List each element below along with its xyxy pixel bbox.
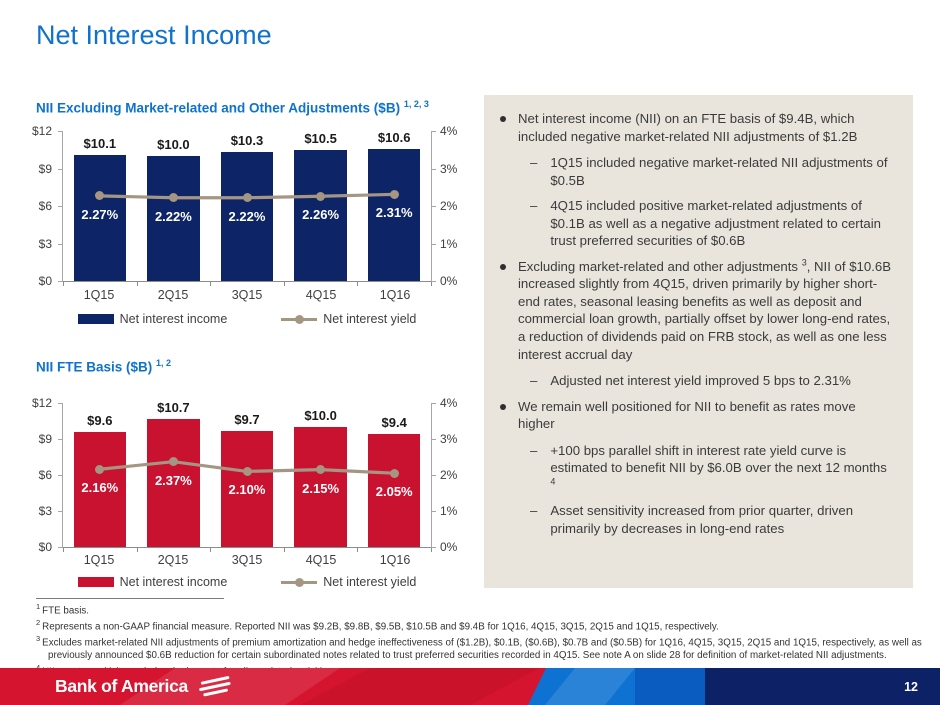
footnote-2: $^2$ Represents a non-GAAP financial measure. Reported NII was $9.2B, $9.8B, $9.5B, $10.5B and $9.4B for 1Q16, 4Q15, 3Q15, 2Q15 and 1Q15, respectively. — [36, 618, 719, 633]
right-axis-tick-label: 3% — [440, 432, 458, 446]
right-axis-tick-label: 1% — [440, 504, 458, 518]
footnote-3: $^3$ Excludes market-related NII adjustments of premium amortization and hedge ineffectiveness of ($1.2B), $0.1B, ($0.6B), $0.7B and ($0.5B) for 1Q16, 4Q15, 3Q15, 2Q15 and 1Q15, respectively, as well as previously announced $0.6B reduction for certain subordinated notes related to trust preferred securities recorded in 4Q15. See note A on slide 28 for definition of market-related NII adjustments. — [36, 634, 922, 661]
flag-icon — [195, 675, 235, 699]
x-axis-tick-label: 4Q15 — [305, 288, 337, 302]
chart1-title-footnote-refs: 1, 2, 3 — [403, 99, 429, 109]
axis-tick — [431, 131, 436, 132]
yield-value-label: 2.16% — [81, 480, 119, 496]
bar-swatch — [78, 577, 114, 587]
x-axis-tick-label: 3Q15 — [231, 553, 263, 567]
bar-value-label: $9.7 — [234, 411, 260, 427]
footer-red-accent — [300, 668, 540, 705]
axis-tick — [284, 548, 285, 552]
bar-value-label: $10.7 — [157, 399, 190, 415]
right-axis-tick-label: 2% — [440, 468, 458, 482]
line-point — [243, 467, 252, 476]
line-point — [390, 469, 399, 478]
footnote-1: $^1$ FTE basis. — [36, 602, 89, 617]
legend-label: Net interest income — [119, 312, 228, 326]
line-point — [169, 457, 178, 466]
axis-tick — [431, 244, 436, 245]
legend-item-net-interest-income — [78, 312, 228, 326]
axis-tick — [431, 169, 436, 170]
axis-tick — [431, 206, 436, 207]
bar-swatch — [78, 314, 114, 324]
bullet-3-sub-1-text: +100 bps parallel shift in interest rate yield curve is estimated to benefit NII by $6.0B over the next 12 months $^4$ — [550, 442, 887, 487]
bullet-icon — [500, 116, 506, 122]
nii-adjusted-chart — [20, 124, 464, 336]
x-axis-tick-label: 2Q15 — [157, 553, 189, 567]
axis-tick — [210, 282, 211, 286]
chart1-title-text: NII Excluding Market-related and Other Adjustments ($B) — [36, 100, 401, 116]
legend-label: Net interest yield — [323, 312, 417, 326]
right-axis-tick-label: 2% — [440, 199, 458, 213]
axis-tick — [137, 548, 138, 552]
footnote-ref: 3 — [801, 257, 807, 268]
axis-tick — [431, 403, 436, 404]
yield-value-label: 2.31% — [375, 205, 413, 221]
bullet-2-text: Excluding market-related and other adjustments $^3$, NII of $10.6B increased slightly from 4Q15, driven primarily by higher short-end rates, seasonal leasing benefits as well as deposit and commercial loan growth, partially offset by lower long-end rates, a reduction of dividends paid on FRB stock, as well as one less interest accrual day — [518, 257, 892, 362]
x-axis-tick-label: 2Q15 — [157, 288, 189, 302]
yield-value-label: 2.37% — [154, 472, 192, 488]
line-point — [243, 193, 252, 202]
line-swatch — [281, 318, 317, 321]
bullet-3-sub-1 — [530, 442, 895, 495]
yield-value-label: 2.27% — [81, 206, 119, 222]
chart1-plot-area — [62, 131, 432, 282]
right-axis-tick-label: 0% — [440, 540, 458, 554]
bullet-1-sub-1-text: 1Q15 included negative market-related NII adjustments of $0.5B — [550, 155, 888, 188]
left-axis-tick-label: $0 — [38, 274, 52, 288]
line-point — [390, 190, 399, 199]
bar-value-label: $10.5 — [304, 130, 337, 146]
chart2-legend — [62, 575, 432, 589]
chart1-left-axis — [20, 124, 58, 288]
chart1-right-axis — [434, 124, 464, 288]
x-axis-tick-label: 3Q15 — [231, 288, 263, 302]
left-axis-tick-label: $6 — [38, 468, 52, 482]
bar-value-label: $10.3 — [230, 133, 264, 149]
yield-value-label: 2.26% — [302, 207, 340, 223]
bullet-3-sub-2 — [530, 502, 895, 537]
bullet-1-sub-2 — [530, 197, 895, 250]
line-point — [316, 192, 325, 201]
x-axis-tick-label: 1Q15 — [83, 553, 115, 567]
bullet-3 — [500, 398, 895, 433]
dash-icon: – — [530, 373, 538, 389]
bullet-3-text: We remain well positioned for NII to benefit as rates move higher — [518, 398, 856, 432]
axis-tick — [63, 282, 64, 286]
axis-tick — [63, 548, 64, 552]
bullet-1-sub-1 — [530, 154, 895, 189]
chart2-title-text: NII FTE Basis ($B) — [36, 359, 153, 375]
yield-value-label: 2.10% — [228, 482, 266, 498]
right-axis-tick-label: 4% — [440, 396, 458, 410]
dash-icon: – — [530, 442, 538, 458]
right-axis-tick-label: 1% — [440, 236, 458, 251]
axis-tick — [284, 282, 285, 286]
bank-of-america-logo — [55, 675, 235, 699]
left-axis-tick-label: $12 — [31, 124, 52, 138]
chart2-left-axis — [20, 396, 58, 554]
chart1-legend — [62, 312, 432, 326]
legend-item-net-interest-income — [78, 575, 228, 589]
bullet-3-sub-2-text: Asset sensitivity increased from prior quarter, driven primarily by decreases in long-end rates — [550, 503, 854, 536]
chart1-title — [36, 99, 429, 116]
x-axis-tick-label: 1Q15 — [83, 288, 115, 302]
right-axis-tick-label: 0% — [440, 274, 458, 288]
logo-wordmark: Bank of America — [55, 676, 188, 696]
bullet-1-sub-2-text: 4Q15 included positive market-related adjustments of $0.1B as well as a negative adjustment related to certain trust preferred securities of $0.6B — [550, 198, 881, 249]
chart2-x-axis — [62, 553, 432, 569]
page-number: 12 — [904, 679, 918, 694]
left-axis-tick-label: $9 — [38, 161, 52, 176]
yield-value-label: 2.05% — [375, 484, 413, 500]
chart2-right-axis — [434, 396, 464, 554]
legend-item-net-interest-yield — [281, 575, 416, 589]
axis-tick — [210, 548, 211, 552]
chart2-title-footnote-refs: 1, 2 — [156, 358, 172, 368]
left-axis-tick-label: $3 — [38, 504, 52, 518]
bullet-2-sub-1 — [530, 372, 895, 390]
chart1-x-axis — [62, 288, 432, 304]
axis-tick — [431, 511, 436, 512]
dash-icon: – — [530, 155, 538, 171]
axis-tick — [431, 475, 436, 476]
bar-value-label: $10.6 — [377, 129, 411, 145]
axis-tick — [431, 439, 436, 440]
x-axis-tick-label: 1Q16 — [379, 553, 411, 567]
left-axis-tick-label: $0 — [38, 540, 52, 554]
chart2-plot-area — [62, 399, 432, 548]
bullet-icon — [500, 264, 506, 270]
bar-value-label: $9.6 — [87, 412, 113, 428]
legend-label: Net interest yield — [323, 575, 417, 589]
axis-tick — [137, 282, 138, 286]
footnote-divider — [36, 598, 224, 599]
left-axis-tick-label: $6 — [38, 199, 52, 213]
x-axis-tick-label: 4Q15 — [305, 553, 337, 567]
page-title: Net Interest Income — [36, 20, 272, 50]
left-axis-tick-label: $12 — [31, 396, 52, 410]
yield-value-label: 2.22% — [154, 208, 192, 224]
right-axis-tick-label: 4% — [440, 124, 458, 138]
footer-segment-navy — [705, 668, 940, 705]
axis-tick — [357, 548, 358, 552]
legend-item-net-interest-yield — [281, 312, 416, 326]
bullet-1-text: Net interest income (NII) on an FTE basis of $9.4B, which included negative market-related NII adjustments of $1.2B — [518, 111, 858, 144]
axis-tick — [357, 282, 358, 286]
bar-value-label: $10.0 — [304, 408, 337, 424]
bar-value-label: $9.4 — [381, 415, 407, 431]
axis-tick — [431, 548, 432, 552]
axis-tick — [431, 282, 432, 286]
dash-icon: – — [530, 503, 538, 519]
commentary-panel — [484, 95, 913, 588]
right-axis-tick-label: 3% — [440, 161, 458, 176]
bullet-icon — [500, 404, 506, 410]
nii-fte-chart — [20, 396, 464, 603]
footer-bar — [0, 668, 940, 705]
bar-value-label: $10.1 — [83, 135, 117, 151]
x-axis-tick-label: 1Q16 — [379, 288, 411, 302]
bar-value-label: $10.0 — [157, 137, 190, 153]
dash-icon: – — [530, 198, 538, 214]
yield-value-label: 2.22% — [228, 208, 266, 224]
line-swatch — [281, 581, 317, 584]
footer-segment-mid-blue — [635, 668, 705, 705]
chart2-title — [36, 358, 171, 375]
bullet-2 — [500, 258, 895, 363]
line-point — [95, 465, 104, 474]
bullet-2-sub-1-text: Adjusted net interest yield improved 5 bps to 2.31% — [550, 373, 851, 389]
yield-value-label: 2.15% — [302, 480, 340, 496]
legend-label: Net interest income — [119, 575, 228, 589]
bullet-1 — [500, 110, 895, 145]
left-axis-tick-label: $3 — [38, 236, 52, 251]
left-axis-tick-label: $9 — [38, 432, 52, 446]
footnote-ref: 4 — [550, 476, 556, 487]
